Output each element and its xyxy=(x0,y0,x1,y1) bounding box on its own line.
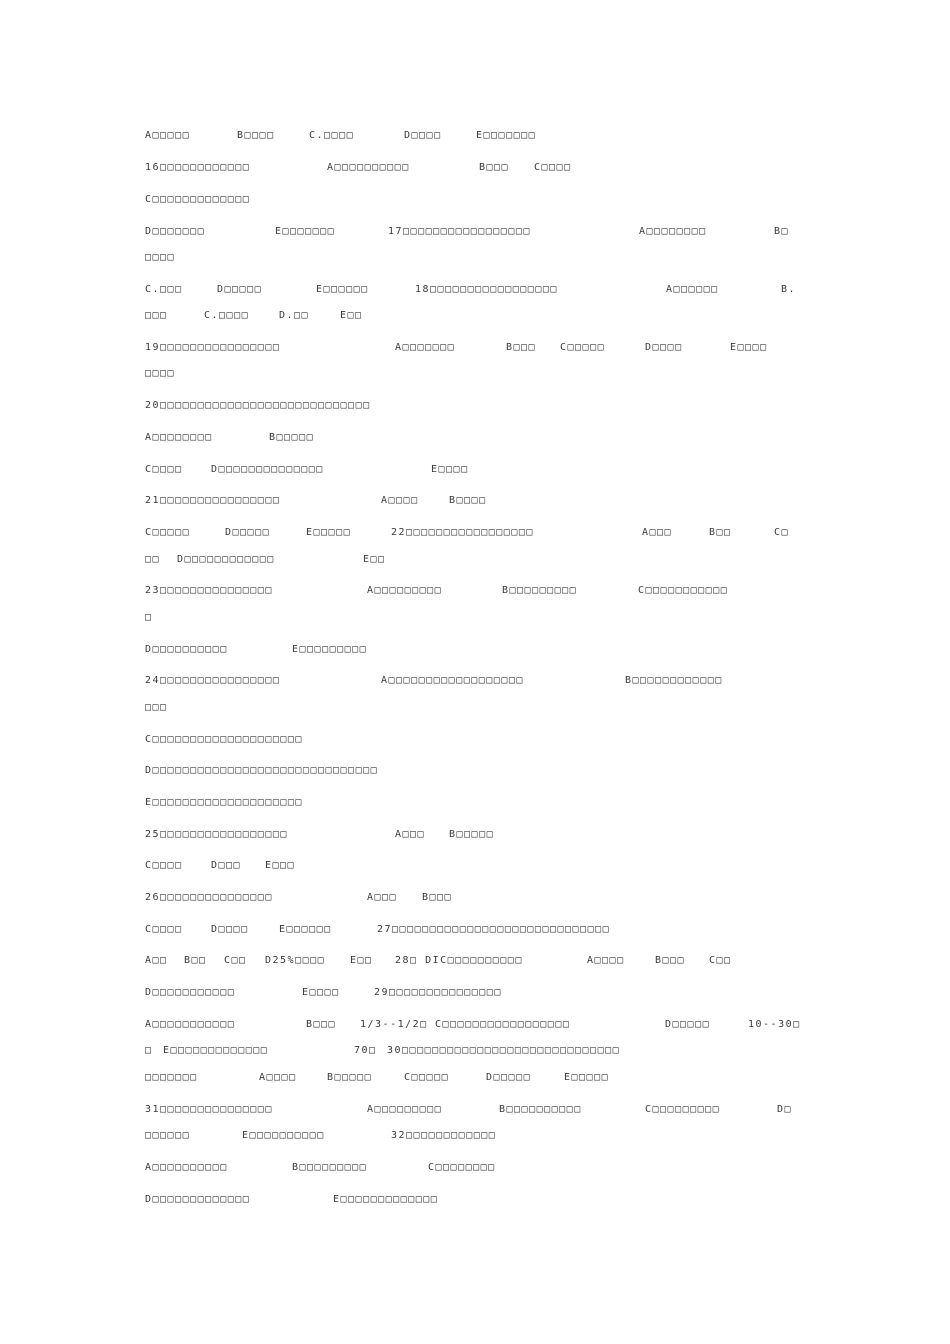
text-line xyxy=(145,1192,805,1208)
text-segment: A□□□ xyxy=(367,892,398,903)
text-line xyxy=(145,583,805,599)
text-line xyxy=(145,953,805,969)
text-segment: C□□□□□ xyxy=(404,1072,450,1083)
text-segment: E□□□□□□□□□□□□□ xyxy=(163,1045,269,1056)
text-segment: C□□□□□ xyxy=(560,342,606,353)
text-segment: B□□□□ xyxy=(449,495,487,506)
text-segment: □□□□□□ xyxy=(145,1130,191,1141)
text-segment: E□□□□□□□□□□□□□□□□□□□□ xyxy=(145,797,303,808)
text-line xyxy=(145,763,805,779)
text-segment: 17□□□□□□□□□□□□□□□□□ xyxy=(388,226,531,237)
text-segment: D□□□□ xyxy=(404,130,442,141)
text-segment: D□□□□□□□ xyxy=(145,226,206,237)
text-segment: 20□□□□□□□□□□□□□□□□□□□□□□□□□□□□ xyxy=(145,400,371,411)
text-segment: B□□ xyxy=(709,527,732,538)
text-segment: D□□□□ xyxy=(211,924,249,935)
text-segment: C□□ xyxy=(709,955,732,966)
text-segment: E□□□□□□ xyxy=(279,924,332,935)
text-line xyxy=(145,1017,805,1033)
text-line xyxy=(145,552,805,568)
text-segment: A□□□□□□ xyxy=(666,284,719,295)
text-segment: C□□□□ xyxy=(145,860,183,871)
text-line xyxy=(145,1102,805,1118)
text-segment: C□□□□□ xyxy=(145,527,191,538)
text-segment: A□□□□□□□□□□□□□□□□□□ xyxy=(381,675,524,686)
text-segment: D□□□□ xyxy=(645,342,683,353)
text-segment: 1/3--1/2□ xyxy=(360,1019,428,1030)
text-segment: A□□□□□ xyxy=(145,130,191,141)
text-segment: A□□□□ xyxy=(381,495,419,506)
text-segment: B□ xyxy=(774,226,790,237)
text-line xyxy=(145,462,805,478)
text-segment: D25%□□□□ xyxy=(265,955,326,966)
text-line xyxy=(145,1128,805,1144)
text-line xyxy=(145,398,805,414)
text-segment: D□□□□□□□□□□□□□ xyxy=(145,1194,251,1205)
text-segment: 29□□□□□□□□□□□□□□□ xyxy=(374,987,502,998)
text-segment: E□□□□□□□ xyxy=(476,130,537,141)
text-line xyxy=(145,308,805,324)
text-line xyxy=(145,160,805,176)
text-segment: B□□□□□□□□□ xyxy=(292,1162,368,1173)
text-segment: 24□□□□□□□□□□□□□□□□ xyxy=(145,675,281,686)
text-segment: 10--30□ xyxy=(748,1019,801,1030)
text-line xyxy=(145,673,805,689)
text-segment: D□□□□□ xyxy=(217,284,263,295)
text-segment: C□□□□□□□□□□□□□□□□□ xyxy=(435,1019,571,1030)
text-segment: □ xyxy=(145,1045,153,1056)
text-segment: E□□□□□ xyxy=(564,1072,610,1083)
text-segment: D□□□□□□□□□□ xyxy=(145,644,228,655)
text-segment: C□□ xyxy=(224,955,247,966)
text-segment: A□□□□□□□□ xyxy=(639,226,707,237)
text-segment: B□□□ xyxy=(506,342,537,353)
text-segment: D□□□□□ xyxy=(225,527,271,538)
text-line xyxy=(145,700,805,716)
text-segment: 26□□□□□□□□□□□□□□□ xyxy=(145,892,273,903)
text-segment: 31□□□□□□□□□□□□□□□ xyxy=(145,1104,273,1115)
text-line xyxy=(145,642,805,658)
text-segment: 19□□□□□□□□□□□□□□□□ xyxy=(145,342,281,353)
text-segment: A□□ xyxy=(145,955,168,966)
text-line xyxy=(145,282,805,298)
text-segment: A□□□□ xyxy=(259,1072,297,1083)
text-line xyxy=(145,858,805,874)
text-segment: C□ xyxy=(774,527,790,538)
text-segment: B□□□□□ xyxy=(269,432,315,443)
text-segment: E□□□ xyxy=(265,860,296,871)
text-segment: 30□□□□□□□□□□□□□□□□□□□□□□□□□□□□□ xyxy=(387,1045,621,1056)
text-line xyxy=(145,493,805,509)
text-segment: A□□□□□□□ xyxy=(395,342,456,353)
text-segment: D□□□□□ xyxy=(665,1019,711,1030)
text-segment: 28□ DIC□□□□□□□□□□ xyxy=(395,955,523,966)
text-segment: C□□□□□□□□□ xyxy=(645,1104,721,1115)
text-segment: D□□□□□□□□□□□□□□□□□□□□□□□□□□□□□□ xyxy=(145,765,379,776)
text-segment: C.□□□□ xyxy=(204,310,250,321)
text-segment: 18□□□□□□□□□□□□□□□□□ xyxy=(415,284,558,295)
text-line xyxy=(145,366,805,382)
text-line xyxy=(145,732,805,748)
text-segment: D□ xyxy=(777,1104,793,1115)
text-segment: C.□□□□ xyxy=(309,130,355,141)
text-segment: C□□□□□□□□□□□ xyxy=(638,585,729,596)
text-segment: A□□□ xyxy=(395,829,426,840)
text-line xyxy=(145,795,805,811)
text-segment: 70□ xyxy=(354,1045,377,1056)
text-segment: C□□□□□□□□ xyxy=(428,1162,496,1173)
text-segment: □□□□ xyxy=(145,252,176,263)
text-segment: E□□ xyxy=(340,310,363,321)
text-segment: □□□□ xyxy=(145,368,176,379)
text-segment: B□□□□□□□□□□ xyxy=(499,1104,582,1115)
text-segment: E□□□□ xyxy=(302,987,340,998)
text-segment: 21□□□□□□□□□□□□□□□□ xyxy=(145,495,281,506)
text-line xyxy=(145,985,805,1001)
text-segment: D□□□ xyxy=(211,860,242,871)
text-segment: A□□□□□□□□□□□ xyxy=(145,1019,236,1030)
text-segment: B□□□ xyxy=(655,955,686,966)
text-segment: D□□□□□ xyxy=(486,1072,532,1083)
text-segment: E□□ xyxy=(350,955,373,966)
text-segment: B□□□□□ xyxy=(449,829,495,840)
text-line xyxy=(145,340,805,356)
text-line xyxy=(145,525,805,541)
text-segment: A□□□□□□□□□ xyxy=(367,585,443,596)
text-line xyxy=(145,250,805,266)
text-segment: 23□□□□□□□□□□□□□□□ xyxy=(145,585,273,596)
text-segment: D.□□ xyxy=(279,310,310,321)
text-line xyxy=(145,922,805,938)
text-segment: C□□□□ xyxy=(145,464,183,475)
text-line xyxy=(145,128,805,144)
text-segment: C□□□□ xyxy=(534,162,572,173)
text-segment: □□□□□□□ xyxy=(145,1072,198,1083)
text-segment: B. xyxy=(781,284,797,295)
text-line xyxy=(145,827,805,843)
text-segment: E□□ xyxy=(363,554,386,565)
text-segment: E□□□□□□□□□ xyxy=(292,644,368,655)
text-segment: D□□□□□□□□□□□□□□ xyxy=(211,464,324,475)
text-segment: E□□□□□□ xyxy=(316,284,369,295)
text-segment: B□□□ xyxy=(306,1019,337,1030)
text-line xyxy=(145,890,805,906)
text-line xyxy=(145,610,805,626)
text-segment: □□□ xyxy=(145,702,168,713)
text-line xyxy=(145,1043,805,1059)
text-segment: A□□□ xyxy=(642,527,673,538)
text-line xyxy=(145,1160,805,1176)
text-segment: □ xyxy=(145,612,153,623)
text-segment: E□□□□□□□□□□□□□ xyxy=(333,1194,439,1205)
text-segment: A□□□□□□□□□□ xyxy=(145,1162,228,1173)
text-segment: E□□□□□□□□□□ xyxy=(242,1130,325,1141)
text-segment: B□□ xyxy=(184,955,207,966)
text-segment: □□□ xyxy=(145,310,168,321)
text-line xyxy=(145,1070,805,1086)
text-segment: 16□□□□□□□□□□□□ xyxy=(145,162,251,173)
text-segment: B□□□ xyxy=(422,892,453,903)
text-segment: □□ xyxy=(145,554,161,565)
text-segment: C□□□□□□□□□□□□□ xyxy=(145,194,251,205)
text-segment: A□□□□□□□□ xyxy=(145,432,213,443)
text-segment: C□□□□ xyxy=(145,924,183,935)
text-segment: E□□□□ xyxy=(431,464,469,475)
text-line xyxy=(145,192,805,208)
text-segment: C.□□□ xyxy=(145,284,183,295)
text-segment: E□□□□□□□ xyxy=(275,226,336,237)
text-segment: B□□□□□ xyxy=(327,1072,373,1083)
text-segment: E□□□□ xyxy=(730,342,768,353)
text-segment: D□□□□□□□□□□□□ xyxy=(177,554,275,565)
text-segment: B□□□□□□□□□□□□ xyxy=(625,675,723,686)
text-segment: B□□□ xyxy=(479,162,510,173)
text-segment: B□□□□ xyxy=(237,130,275,141)
text-segment: B□□□□□□□□□ xyxy=(502,585,578,596)
text-segment: 22□□□□□□□□□□□□□□□□□ xyxy=(391,527,534,538)
text-line xyxy=(145,224,805,240)
text-segment: C□□□□□□□□□□□□□□□□□□□□ xyxy=(145,734,303,745)
text-segment: A□□□□□□□□□□ xyxy=(327,162,410,173)
text-line xyxy=(145,430,805,446)
text-segment: A□□□□ xyxy=(587,955,625,966)
text-segment: D□□□□□□□□□□□ xyxy=(145,987,236,998)
text-segment: A□□□□□□□□□ xyxy=(367,1104,443,1115)
text-segment: 32□□□□□□□□□□□□ xyxy=(391,1130,497,1141)
text-segment: E□□□□□ xyxy=(306,527,352,538)
text-segment: 27□□□□□□□□□□□□□□□□□□□□□□□□□□□□□ xyxy=(377,924,611,935)
text-segment: 25□□□□□□□□□□□□□□□□□ xyxy=(145,829,288,840)
